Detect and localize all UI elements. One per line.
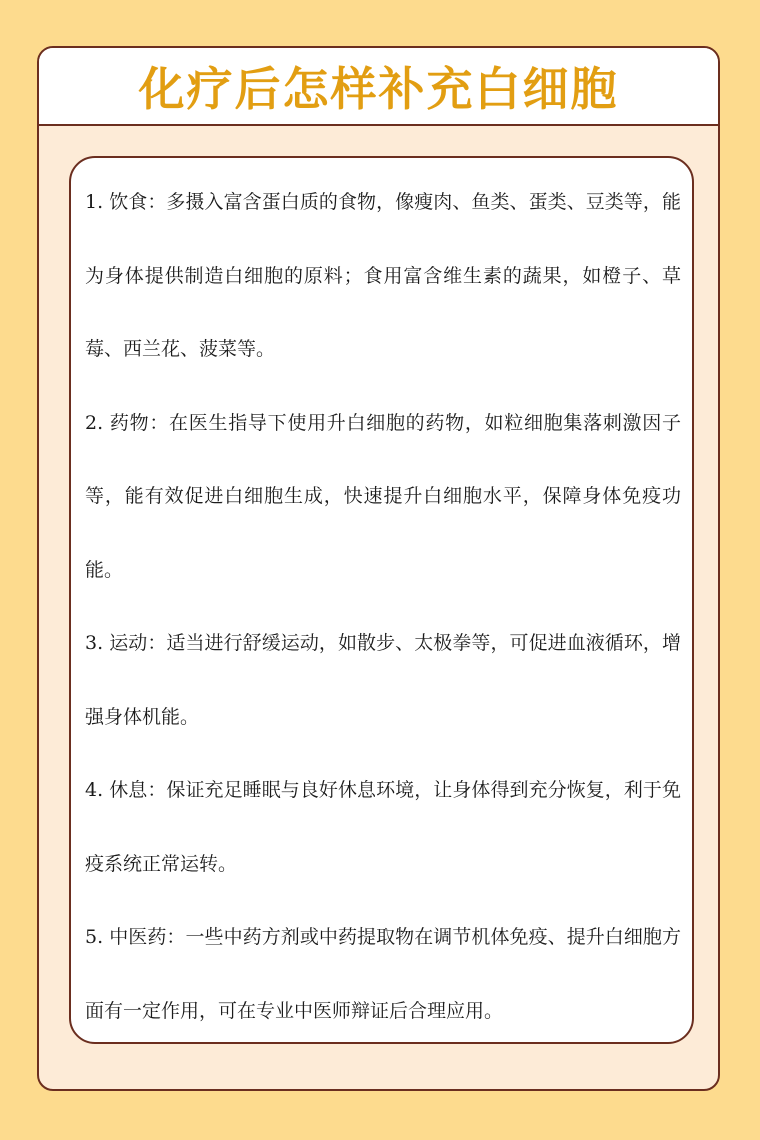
list-item-diet bbox=[85, 166, 681, 387]
page-title: 化疗后怎样补充白细胞 bbox=[138, 62, 619, 116]
list-item-exercise bbox=[85, 607, 681, 754]
item-text: 药物：在医生指导下使用升白细胞的药物，如粒细胞集落刺激因子等，能有效促进白细胞生成，快速提升白细胞水平，保障身体免疫功能。 bbox=[85, 411, 681, 581]
list-item-tcm bbox=[85, 901, 681, 1048]
list-item-medication bbox=[85, 387, 681, 608]
item-number: 3. bbox=[85, 632, 104, 654]
item-text: 休息：保证充足睡眠与良好休息环境，让身体得到充分恢复，利于免疫系统正常运转。 bbox=[85, 779, 681, 875]
item-text: 运动：适当进行舒缓运动，如散步、太极拳等，可促进血液循环，增强身体机能。 bbox=[85, 632, 681, 728]
content-box bbox=[69, 156, 694, 1044]
item-text: 饮食：多摄入富含蛋白质的食物，像瘦肉、鱼类、蛋类、豆类等，能为身体提供制造白细胞的原料；食用富含维生素的蔬果，如橙子、草莓、西兰花、菠菜等。 bbox=[85, 191, 681, 360]
item-number: 5. bbox=[85, 926, 104, 948]
tips-list bbox=[85, 166, 681, 1048]
item-number: 1. bbox=[85, 191, 104, 213]
item-number: 2. bbox=[85, 411, 104, 434]
info-card bbox=[37, 46, 720, 1091]
item-number: 4. bbox=[85, 779, 104, 801]
item-text: 中医药：一些中药方剂或中药提取物在调节机体免疫、提升白细胞方面有一定作用，可在专业中医师辩证后合理应用。 bbox=[85, 926, 681, 1022]
title-bar bbox=[39, 48, 718, 126]
list-item-rest bbox=[85, 754, 681, 901]
